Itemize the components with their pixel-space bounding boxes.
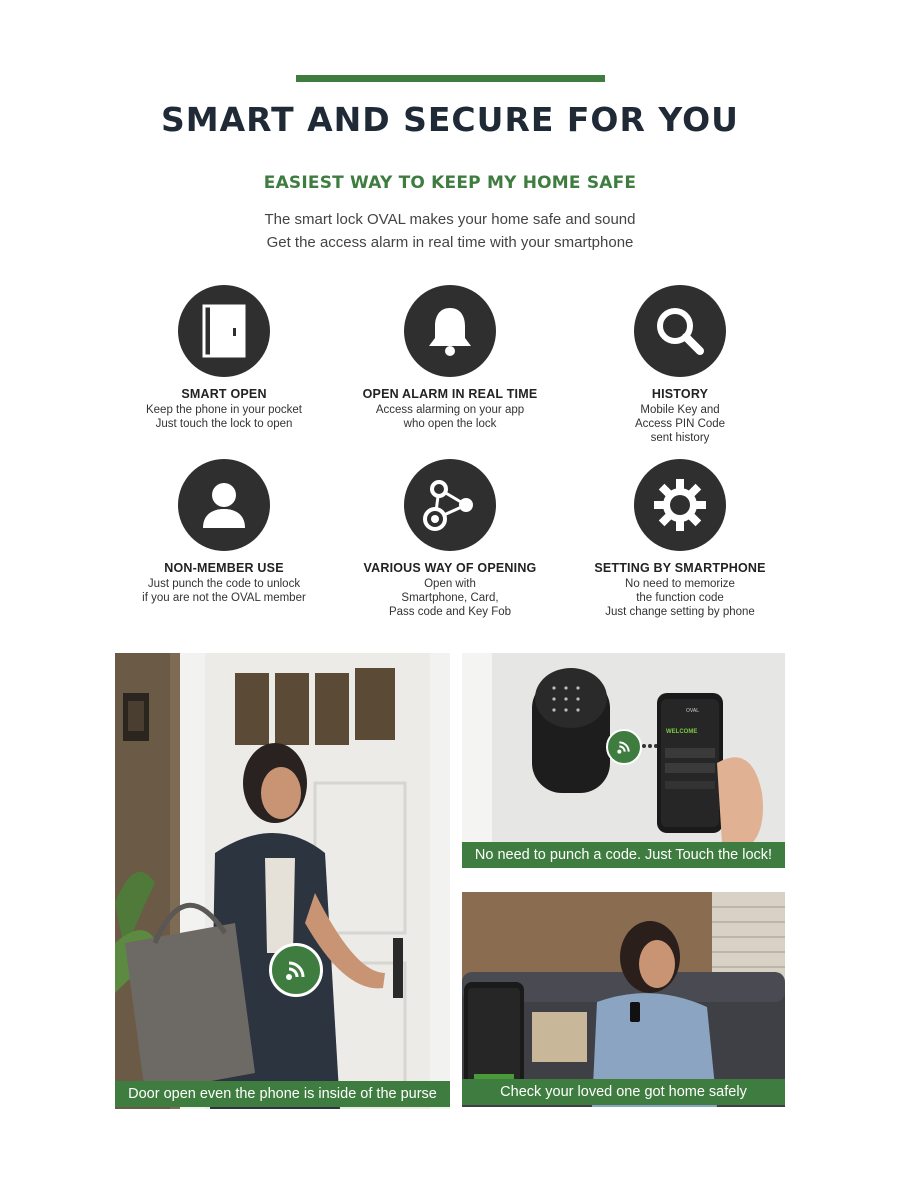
person-icon <box>178 459 270 551</box>
feature-desc-line: Smartphone, Card, <box>401 592 499 604</box>
photo-lock-and-phone <box>462 653 785 868</box>
feature-title: SMART OPEN <box>181 387 267 401</box>
feature-desc-line: who open the lock <box>403 418 497 430</box>
feature-desc-line: Just touch the lock to open <box>155 418 293 430</box>
feature-desc <box>560 403 800 445</box>
feature-desc-line: sent history <box>650 432 710 444</box>
caption-loved-one-home: Check your loved one got home safely <box>462 1079 785 1105</box>
nfc-wifi-icon <box>269 943 323 997</box>
feature-desc-line: Access PIN Code <box>634 418 726 430</box>
feature-desc <box>560 577 800 619</box>
feature-desc-line: Pass code and Key Fob <box>388 606 512 618</box>
feature-desc-line: Open with <box>424 578 476 590</box>
app-brand-label: OVAL <box>686 708 699 714</box>
feature-desc-line: No need to memorize <box>625 578 735 590</box>
photo-woman-at-door <box>115 653 450 1109</box>
feature-desc-line: if you are not the OVAL member <box>142 592 306 604</box>
feature-title: SETTING BY SMARTPHONE <box>594 561 766 575</box>
bell-icon <box>404 285 496 377</box>
feature-title: OPEN ALARM IN REAL TIME <box>362 387 538 401</box>
feature-desc-line: Keep the phone in your pocket <box>145 404 302 416</box>
feature-desc <box>330 403 570 431</box>
feature-history <box>560 285 800 445</box>
feature-desc-line: Just change setting by phone <box>605 606 755 618</box>
top-accent-rule <box>296 75 605 82</box>
gear-icon <box>634 459 726 551</box>
door-icon <box>178 285 270 377</box>
feature-setting-by-smartphone <box>560 459 800 619</box>
app-welcome-label: WELCOME <box>666 729 698 735</box>
feature-various-opening <box>330 459 570 619</box>
intro-line: The smart lock OVAL makes your home safe and sound <box>264 211 636 228</box>
caption-touch-the-lock: No need to punch a code. Just Touch the lock! <box>462 842 785 868</box>
feature-smart-open <box>104 285 344 431</box>
magnifier-icon <box>634 285 726 377</box>
intro-text <box>0 208 900 254</box>
feature-desc <box>330 577 570 619</box>
feature-desc-line: Mobile Key and <box>640 404 720 416</box>
feature-desc <box>104 403 344 431</box>
feature-title: VARIOUS WAY OF OPENING <box>363 561 537 575</box>
feature-desc <box>104 577 344 605</box>
page-subtitle: EASIEST WAY TO KEEP MY HOME SAFE <box>263 173 637 193</box>
share-nodes-icon <box>404 459 496 551</box>
caption-door-open: Door open even the phone is inside of the purse <box>115 1081 450 1107</box>
page-title: SMART AND SECURE FOR YOU <box>161 100 739 139</box>
intro-line: Get the access alarm in real time with your smartphone <box>266 234 634 251</box>
feature-open-alarm <box>330 285 570 431</box>
feature-desc-line: Access alarming on your app <box>375 404 525 416</box>
feature-title: NON-MEMBER USE <box>164 561 284 575</box>
feature-non-member-use <box>104 459 344 605</box>
photo-woman-on-couch <box>462 892 785 1107</box>
feature-desc-line: the function code <box>636 592 724 604</box>
feature-title: HISTORY <box>651 387 709 401</box>
nfc-wifi-icon <box>606 729 642 765</box>
feature-desc-line: Just punch the code to unlock <box>147 578 301 590</box>
